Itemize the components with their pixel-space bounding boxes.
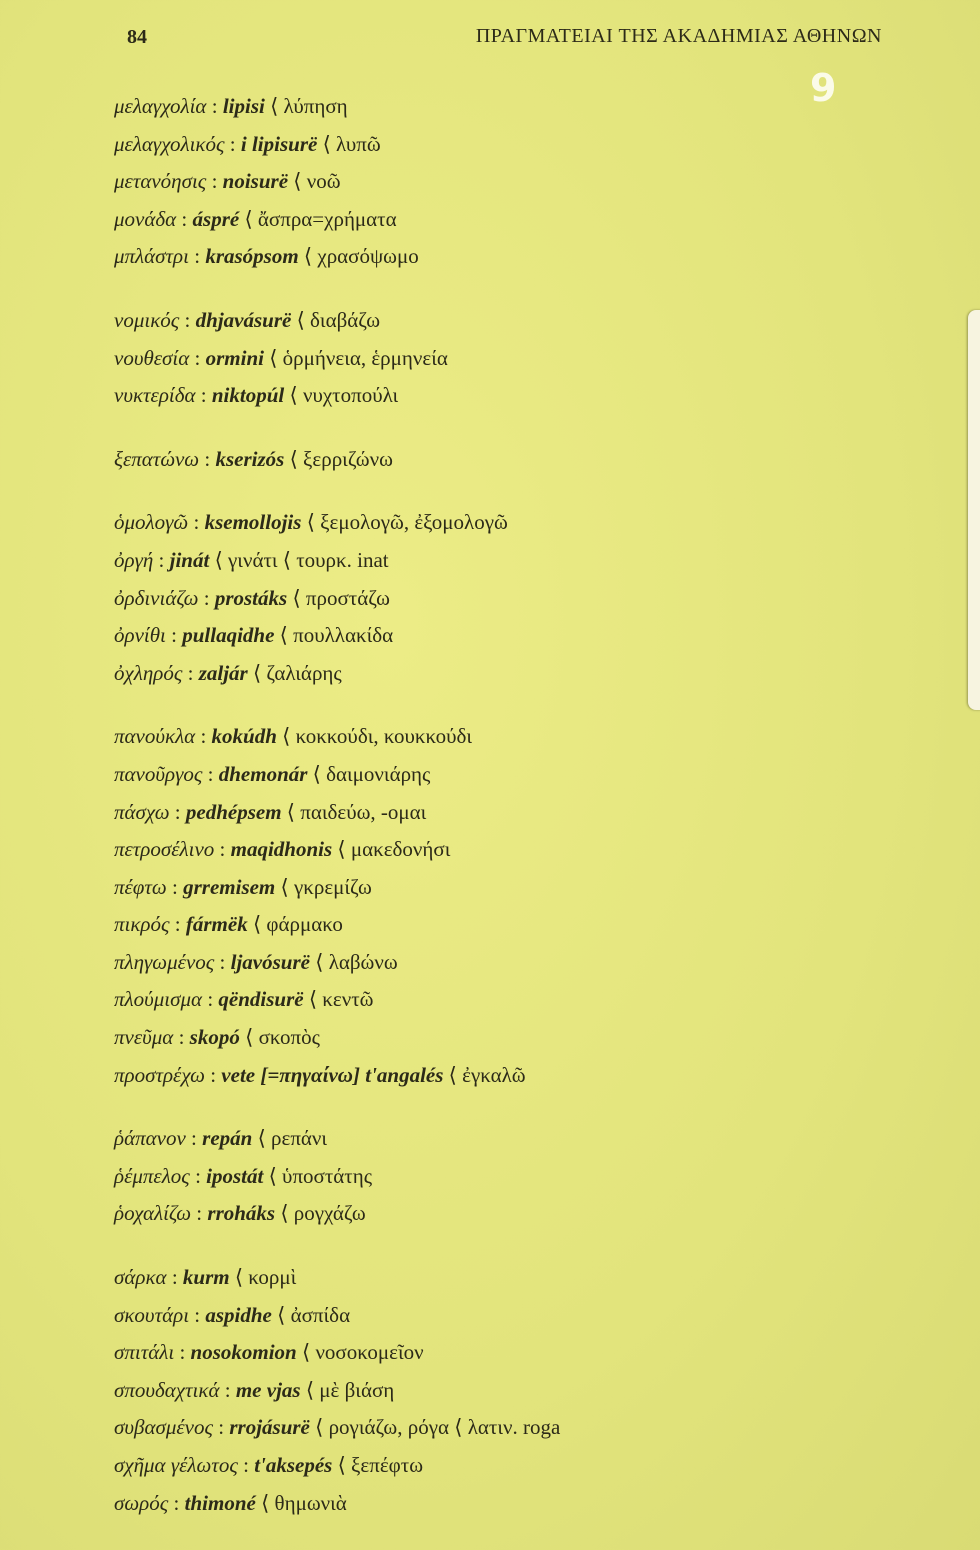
glossary-entry [114,88,834,126]
colon-separator: : [206,169,223,194]
etymology: ὑποστάτης [282,1163,373,1188]
etymology: ἐγκαλῶ [462,1062,526,1087]
headword: ὀρδινιάζω [114,585,199,610]
entry-group [114,302,834,415]
derives-separator: ⟨ [264,94,284,118]
glossary-entry [114,756,834,794]
etymology: νυχτοπούλι [302,383,399,408]
albanian-form: rrojásurë [229,1415,310,1440]
colon-separator: : [214,837,231,862]
headword: νουθεσία [114,345,190,370]
headword: σκουτάρι [114,1302,190,1327]
headword: ῥέμπελος [114,1163,190,1188]
etymology: ρογχάζω [293,1201,366,1226]
headword: μετανόησις [114,169,207,194]
colon-separator: : [176,206,193,231]
albanian-form: lipisi [222,94,265,118]
glossary-entry [114,617,834,655]
colon-separator: : [169,799,186,824]
headword: πάσχω [114,799,170,824]
albanian-form: niktopúl [211,383,285,408]
etymology: δαιμονιάρης [326,761,431,786]
entry-group [114,718,834,1094]
headword: σπιτάλι [114,1340,175,1365]
glossary-entry [114,542,834,580]
entry-group [114,88,834,276]
headword: σωρός [114,1490,169,1515]
colon-separator: : [168,1490,185,1515]
headword: σπουδαχτικά [114,1377,220,1402]
derives-separator: ⟨ [239,206,258,231]
colon-separator: : [224,131,241,156]
etymology: προστάζω [305,585,390,610]
headword: νυκτερίδα [114,383,196,408]
etymology: λυπῶ [336,131,381,156]
glossary-entry [114,1409,834,1447]
etymology: παιδεύω, -ομαι [300,799,427,824]
colon-separator: : [237,1453,255,1477]
glossary-entry [114,718,834,756]
headword: νομικός [114,307,180,332]
glossary-entry [114,238,834,276]
etymology: ρογιάζω, ρόγα ⟨ λατιν. roga [328,1415,561,1440]
albanian-form: kokúdh [211,724,277,749]
glossary-entry [114,163,834,201]
colon-separator: : [195,383,212,408]
headword: ὀργή [114,547,154,572]
headword: συβασμένος [114,1415,213,1440]
etymology: λαβώνω [328,949,398,974]
headword: ξεπατώνω [114,446,200,471]
etymology: κοκκούδι, κουκκούδι [295,724,473,749]
colon-separator: : [153,547,170,572]
glossary-entry [114,441,834,479]
colon-separator: : [199,446,216,471]
etymology: γκρεμίζω [293,874,372,899]
albanian-form: dhjavásurë [195,307,292,332]
albanian-form: pedhépsem [185,799,282,824]
colon-separator: : [202,987,219,1012]
headword: μονάδα [114,206,177,231]
derives-separator: ⟨ [275,1201,294,1226]
colon-separator: : [191,1201,208,1226]
colon-separator: : [213,1415,230,1440]
albanian-form: zaljár [198,660,248,685]
albanian-form: prostáks [214,585,288,610]
etymology: χρασόψωμο [317,244,419,269]
etymology: ξερριζώνω [303,446,393,471]
etymology: σκοπὸς [258,1025,320,1050]
glossary-entry [114,1297,834,1335]
colon-separator: : [189,345,206,370]
derives-separator: ⟨ [247,660,267,685]
albanian-form: me vjas [235,1377,301,1402]
colon-separator: : [189,1302,206,1327]
etymology: ξεπέφτω [351,1453,424,1477]
derives-separator: ⟨ [287,585,306,610]
albanian-form: áspré [192,206,240,231]
page-number: 84 [127,26,147,48]
derives-separator: ⟨ [298,244,318,269]
entry-group [114,1259,834,1522]
derives-separator: ⟨ [300,1377,320,1402]
headword: ὀχληρός [114,660,183,685]
glossary-entry [114,340,834,378]
etymology: νοσοκομεῖον [315,1340,424,1365]
headword: ὁμολογῶ [114,510,189,535]
glossary-entry [114,1447,834,1485]
derives-separator: ⟨ [276,724,296,749]
etymology: μὲ βιάση [319,1377,395,1402]
derives-separator: ⟨ [303,987,323,1012]
etymology: ὁρμήνεια, ἑρμηνεία [282,345,448,370]
colon-separator: : [169,912,186,937]
albanian-form: qëndisurë [218,987,304,1012]
derives-separator: ⟨ [281,799,301,824]
entry-group [114,441,834,479]
derives-separator: ⟨ [301,510,321,535]
albanian-form: jinát [169,547,210,572]
glossary-entry [114,831,834,869]
etymology: πουλλακίδα [293,623,394,648]
derives-separator: ⟨ [209,547,229,572]
colon-separator: : [206,94,223,118]
glossary-entry [114,1057,834,1095]
glossary-entry [114,1334,834,1372]
headword: πληγωμένος [114,949,215,974]
headword: πνεῦμα [114,1025,174,1050]
glossary-entry [114,1372,834,1410]
albanian-form: ipostát [206,1163,264,1188]
glossary-entries [114,88,834,1548]
headword: πανούκλα [114,724,196,749]
entry-group [114,1120,834,1233]
glossary-entry [114,377,834,415]
glossary-entry [114,794,834,832]
etymology: φάρμακο [266,912,343,937]
derives-separator: ⟨ [309,949,329,974]
etymology: ζαλιάρης [266,660,342,685]
albanian-form: grremisem [183,874,276,899]
etymology: κορμὶ [248,1265,297,1290]
derives-separator: ⟨ [332,1453,352,1477]
derives-separator: ⟨ [263,345,283,370]
derives-separator: ⟨ [229,1265,249,1290]
glossary-entry [114,1158,834,1196]
albanian-form: fármëk [185,912,248,937]
derives-separator: ⟨ [332,837,351,862]
albanian-form: thimoné [184,1490,256,1515]
etymology: νοῶ [306,169,341,194]
derives-separator: ⟨ [317,131,337,156]
derives-separator: ⟨ [255,1490,275,1515]
glossary-entry [114,906,834,944]
glossary-entry [114,126,834,164]
headword: προστρέχω [114,1062,205,1087]
derives-separator: ⟨ [307,761,327,786]
etymology: λύπηση [283,94,348,118]
entry-group [114,504,834,692]
etymology: ἀσπίδα [290,1302,351,1327]
colon-separator: : [195,724,212,749]
derives-separator: ⟨ [288,169,307,194]
colon-separator: : [204,1062,222,1087]
albanian-form: nosokomion [190,1340,297,1365]
derives-separator: ⟨ [284,446,304,471]
headword: σχῆμα γέλωτος [114,1453,238,1477]
colon-separator: : [189,1163,207,1188]
derives-separator: ⟨ [284,383,303,408]
running-title: ΠΡΑΓΜΑΤΕΙΑΙ ΤΗΣ ΑΚΑΔΗΜΙΑΣ ΑΘΗΝΩΝ [475,25,882,47]
colon-separator: : [173,1025,190,1050]
headword: μελαγχολικός [114,131,225,156]
albanian-form: ksemollojis [204,510,302,535]
colon-separator: : [166,1265,183,1290]
albanian-form: vete [=πηγαίνω] t'angalés [221,1062,444,1087]
colon-separator: : [182,660,199,685]
derives-separator: ⟨ [239,1025,259,1050]
headword: μπλάστρι [114,244,189,269]
headword: πλούμισμα [114,987,203,1012]
etymology: ἄσπρα=χρήματα [257,206,397,231]
albanian-form: dhemonár [218,761,308,786]
scrollbar-handle[interactable] [968,310,980,710]
headword: πικρός [114,912,170,937]
glossary-entry [114,655,834,693]
headword: ὀρνίθι [114,623,166,648]
overlay-page-badge: 9 [810,66,837,110]
headword: ῥάπανον [114,1126,186,1151]
albanian-form: ljavósurë [230,949,310,974]
etymology: θημωνιὰ [274,1490,347,1515]
etymology: μακεδονήσι [350,837,451,862]
albanian-form: ormini [205,345,264,370]
glossary-entry [114,1120,834,1158]
etymology: γινάτι ⟨ τουρκ. inat [228,547,389,572]
albanian-form: noisurë [222,169,289,194]
derives-separator: ⟨ [271,1302,291,1327]
glossary-entry [114,981,834,1019]
colon-separator: : [188,510,205,535]
albanian-form: kurm [182,1265,230,1290]
derives-separator: ⟨ [274,623,294,648]
albanian-form: kserizós [215,446,285,471]
colon-separator: : [214,949,231,974]
glossary-entry [114,1019,834,1057]
colon-separator: : [165,623,183,648]
etymology: διαβάζω [310,307,381,332]
colon-separator: : [166,874,184,899]
albanian-form: repán [202,1126,253,1151]
etymology: ξεμολογῶ, ἐξομολογῶ [320,510,508,535]
glossary-entry [114,1485,834,1523]
albanian-form: i lipisurë [240,131,318,156]
derives-separator: ⟨ [443,1062,463,1087]
colon-separator: : [179,307,196,332]
albanian-form: maqidhonis [230,837,333,862]
headword: μελαγχολία [114,94,207,118]
headword: σάρκα [114,1265,167,1290]
albanian-form: pullaqidhe [182,623,275,648]
derives-separator: ⟨ [247,912,267,937]
colon-separator: : [174,1340,191,1365]
albanian-form: skopó [189,1025,240,1050]
colon-separator: : [202,761,219,786]
colon-separator: : [185,1126,203,1151]
colon-separator: : [198,585,215,610]
albanian-form: krasópsom [205,244,299,269]
glossary-entry [114,869,834,907]
glossary-entry [114,1195,834,1233]
colon-separator: : [219,1377,236,1402]
derives-separator: ⟨ [275,874,294,899]
glossary-entry [114,201,834,239]
etymology: κεντῶ [322,987,374,1012]
colon-separator: : [188,244,206,269]
derives-separator: ⟨ [263,1163,283,1188]
derives-separator: ⟨ [309,1415,329,1440]
glossary-entry [114,944,834,982]
headword: πανοῦργος [114,761,203,786]
glossary-entry [114,504,834,542]
headword: πετροσέλινο [114,837,215,862]
glossary-entry [114,302,834,340]
derives-separator: ⟨ [252,1126,272,1151]
albanian-form: aspidhe [205,1302,272,1327]
headword: ῥοχαλίζω [114,1201,192,1226]
derives-separator: ⟨ [291,307,311,332]
albanian-form: rroháks [207,1201,276,1226]
albanian-form: t'aksepés [254,1453,333,1477]
glossary-entry [114,1259,834,1297]
headword: πέφτω [114,874,167,899]
glossary-entry [114,580,834,618]
derives-separator: ⟨ [296,1340,316,1365]
etymology: ρεπάνι [271,1126,328,1151]
